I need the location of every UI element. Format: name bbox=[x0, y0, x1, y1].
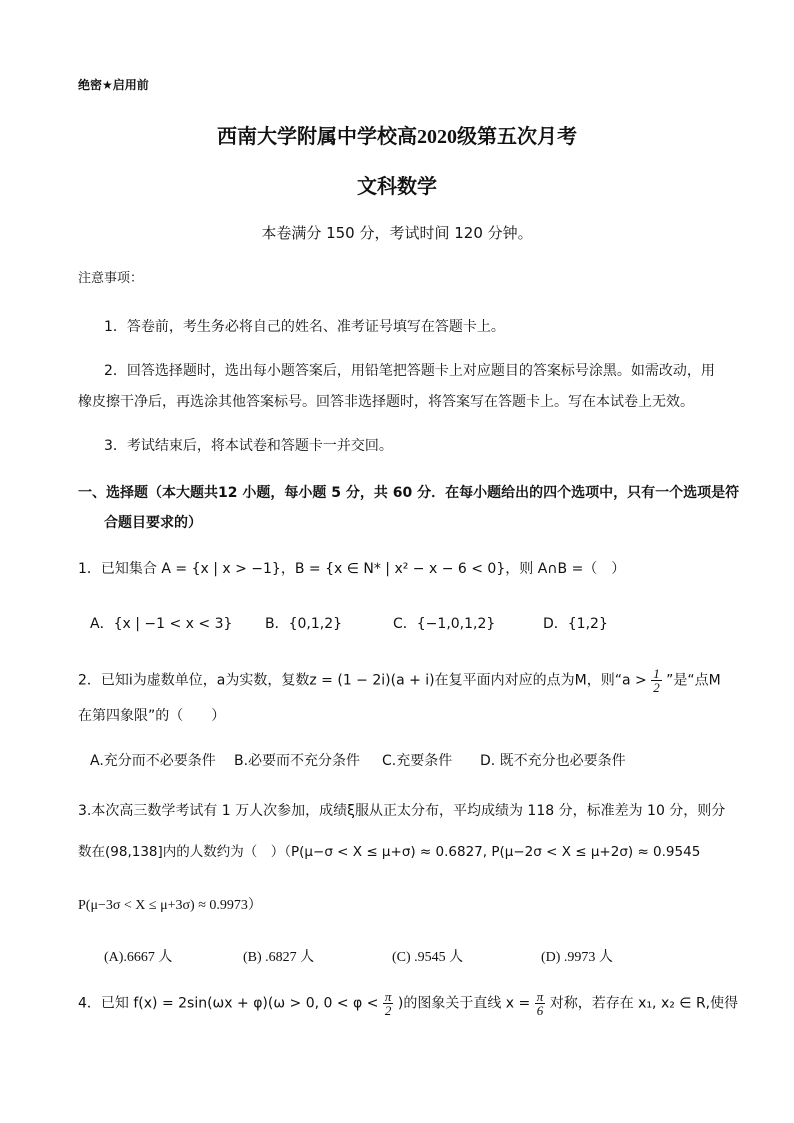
question-1-option-d: D．{1,2} bbox=[543, 616, 608, 632]
question-1-stem: 1．已知集合 A = {x | x > −1}，B = {x ∈ N* | x² − x − 6 < 0}，则 A∩B =（ ） bbox=[78, 561, 626, 577]
question-3-option-b: (B) .6827 人 bbox=[243, 950, 315, 965]
notice-heading: 注意事项： bbox=[78, 271, 144, 286]
notice-item-2-line-1: 2．回答选择题时，选出每小题答案后，用铅笔把答题卡上对应题目的答案标号涂黑。如需改动，用 bbox=[104, 363, 715, 379]
question-4-stem-mid: )的图象关于直线 x = bbox=[397, 995, 531, 1012]
question-3-line-3: P(μ−3σ < X ≤ μ+3σ) ≈ 0.9973） bbox=[78, 898, 262, 913]
question-2-option-b: B.必要而不充分条件 bbox=[234, 753, 361, 769]
page-subtitle: 文科数学 bbox=[357, 174, 437, 198]
question-2-stem-line-2: 在第四象限”的（ ） bbox=[78, 708, 226, 724]
question-1-option-a: A．{x | −1 < x < 3} bbox=[90, 616, 233, 632]
question-3-line-1: 3.本次高三数学考试有 1 万人次参加，成绩ξ服从正太分布，平均成绩为 118 分，标准差为 10 分，则分 bbox=[78, 803, 726, 819]
question-4-stem-pre: 4．已知 f(x) = 2sin(ωx + φ)(ω > 0, 0 < φ < bbox=[78, 995, 379, 1012]
fraction-numerator: π bbox=[536, 989, 544, 1004]
fraction-denominator: 6 bbox=[536, 1003, 544, 1018]
notice-item-3: 3．考试结束后，将本试卷和答题卡一并交回。 bbox=[104, 438, 393, 454]
question-3-line-2: 数在(98,138]内的人数约为（ ）（P(μ−σ < X ≤ μ+σ) ≈ 0.6827, P(μ−2σ < X ≤ μ+2σ) ≈ 0.9545 bbox=[78, 844, 701, 860]
question-4-stem bbox=[78, 990, 738, 1017]
fraction-one-half bbox=[651, 667, 662, 694]
fraction-numerator: 1 bbox=[653, 666, 660, 681]
question-1-option-b: B．{0,1,2} bbox=[265, 616, 343, 632]
question-2-option-a: A.充分而不必要条件 bbox=[90, 753, 216, 769]
notice-item-1: 1．答卷前，考生务必将自己的姓名、准考证号填写在答题卡上。 bbox=[104, 319, 505, 335]
question-2-option-c: C.充要条件 bbox=[382, 753, 453, 769]
fraction-numerator: π bbox=[384, 989, 392, 1004]
question-2-stem-post: ”是“点M bbox=[666, 672, 721, 689]
fraction-pi-over-2 bbox=[383, 990, 394, 1017]
fraction-denominator: 2 bbox=[384, 1003, 392, 1018]
fraction-pi-over-6 bbox=[535, 990, 546, 1017]
exam-meta: 本卷满分 150 分，考试时间 120 分钟。 bbox=[261, 224, 533, 242]
question-2-stem bbox=[78, 667, 721, 694]
section-heading-line-1: 一、选择题（本大题共12 小题，每小题 5 分，共 60 分．在每小题给出的四个选项中，只有一个选项是符 bbox=[78, 485, 740, 501]
notice-item-2-line-2: 橡皮擦干净后，再选涂其他答案标号。回答非选择题时，将答案写在答题卡上。写在本试卷上无效。 bbox=[78, 394, 694, 410]
question-3-option-c: (C) .9545 人 bbox=[392, 950, 464, 965]
section-heading-line-2: 合题目要求的） bbox=[104, 515, 202, 531]
question-3-option-a: (A).6667 人 bbox=[104, 950, 173, 965]
question-2-stem-pre: 2．已知i为虚数单位，a为实数，复数z = (1 − 2i)(a + i)在复平面内对应的点为M，则“a > bbox=[78, 672, 647, 689]
question-3-option-d: (D) .9973 人 bbox=[541, 950, 613, 965]
page-title: 西南大学附属中学校高2020级第五次月考 bbox=[217, 126, 577, 148]
question-2-option-d: D. 既不充分也必要条件 bbox=[480, 753, 626, 769]
fraction-denominator: 2 bbox=[653, 680, 660, 695]
confidential-label: 绝密★启用前 bbox=[78, 78, 149, 92]
question-4-stem-post: 对称，若存在 x₁, x₂ ∈ R,使得 bbox=[549, 995, 739, 1012]
question-1-option-c: C．{−1,0,1,2} bbox=[393, 616, 496, 632]
